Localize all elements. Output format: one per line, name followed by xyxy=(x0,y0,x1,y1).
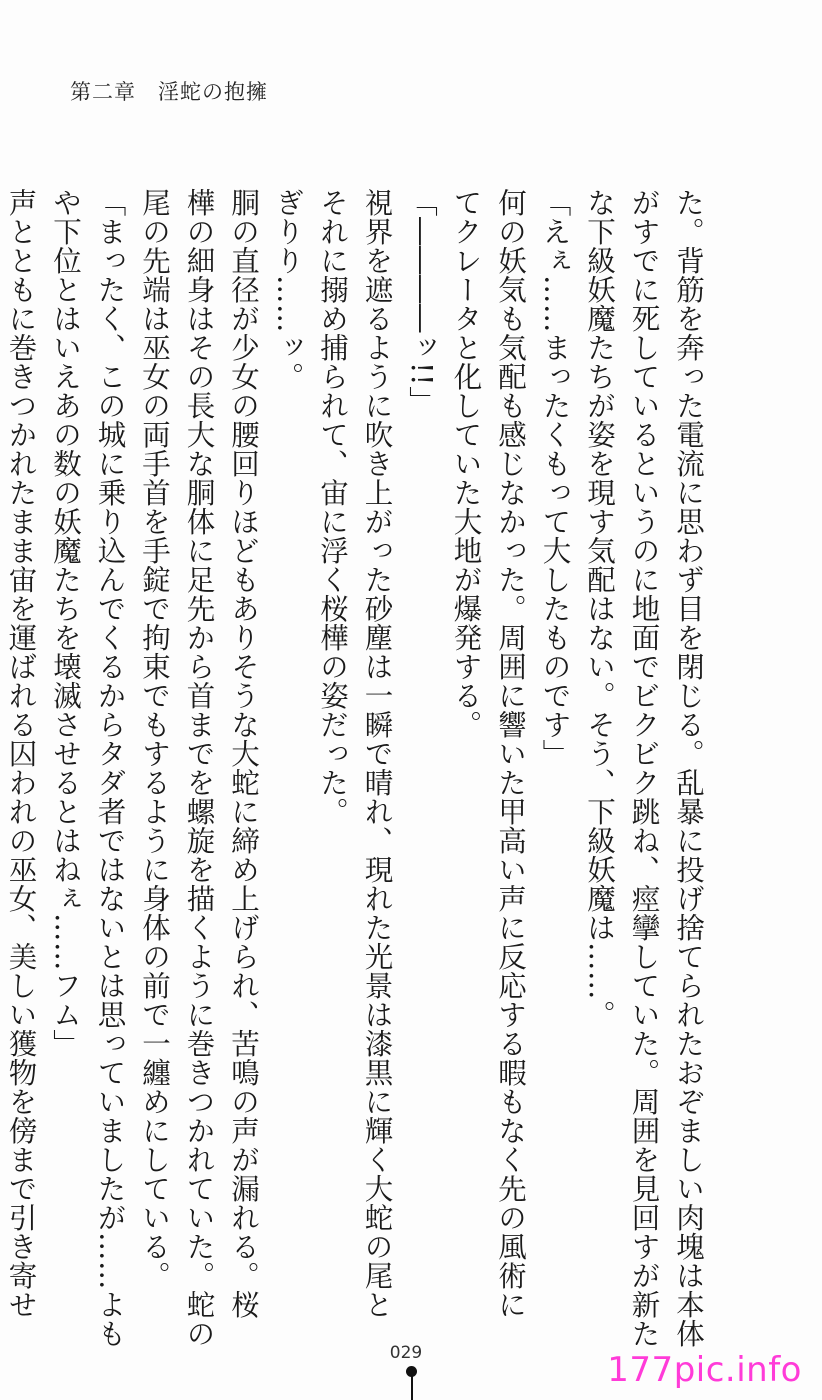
text-line: 「まったく、この城に乗り込んでくるからタダ者ではないとは思っていましたが……よも xyxy=(93,188,127,1348)
body-text xyxy=(0,188,710,1348)
text-line: 視界を遮るように吹き上がった砂塵は一瞬で晴れ、現れた光景は漆黒に輝く大蛇の尾と xyxy=(360,188,394,1319)
page-number: 029 xyxy=(389,1343,423,1363)
text-line: 何の妖気も気配も感じなかった。周囲に響いた甲高い声に反応する暇もなく先の風術に xyxy=(494,188,527,1319)
text-line: や下位とはいえあの数の妖魔たちを壊滅させるとはねぇ……フム」 xyxy=(49,188,82,1058)
watermark: 177pic.info xyxy=(607,1350,802,1390)
marker-stem xyxy=(411,1375,413,1400)
text-line: 「――――ッ!!」 xyxy=(405,188,438,415)
text-line: 声とともに巻きつかれたまま宙を運ばれる囚われの巫女、美しい獲物を傍まで引き寄せ xyxy=(4,188,38,1319)
text-line: それに搦め捕られて、宙に浮く桜樺の姿だった。 xyxy=(316,188,349,826)
text-line: 樺の細身はその長大な胴体に足先から首までを螺旋を描くように巻きつかれていた。蛇の xyxy=(182,188,216,1348)
text-line: 「えぇ……まったくもって大したものです」 xyxy=(538,188,572,768)
text-line: な下級妖魔たちが姿を現す気配はない。そう、下級妖魔は……。 xyxy=(583,188,616,1029)
text-line: ぎりり……ッ。 xyxy=(271,188,305,391)
text-line: てクレータと化していた大地が爆発する。 xyxy=(449,188,483,739)
text-line: 胴の直径が少女の腰回りほどもありそうな大蛇に締め上げられ、苦鳴の声が漏れる。桜 xyxy=(227,188,260,1319)
text-line: がすでに死しているというのに地面でビクビク跳ね、痙攣していた。周囲を見回すが新た xyxy=(627,188,661,1348)
chapter-title: 第二章 淫蛇の抱擁 xyxy=(70,80,268,104)
page-marker-icon xyxy=(404,1366,418,1400)
text-line: 尾の先端は巫女の両手首を手錠で拘束でもするように身体の前で一纏めにしている。 xyxy=(138,188,171,1290)
text-line: た。背筋を奔った電流に思わず目を閉じる。乱暴に投げ捨てられたおぞましい肉塊は本体 xyxy=(672,188,705,1348)
